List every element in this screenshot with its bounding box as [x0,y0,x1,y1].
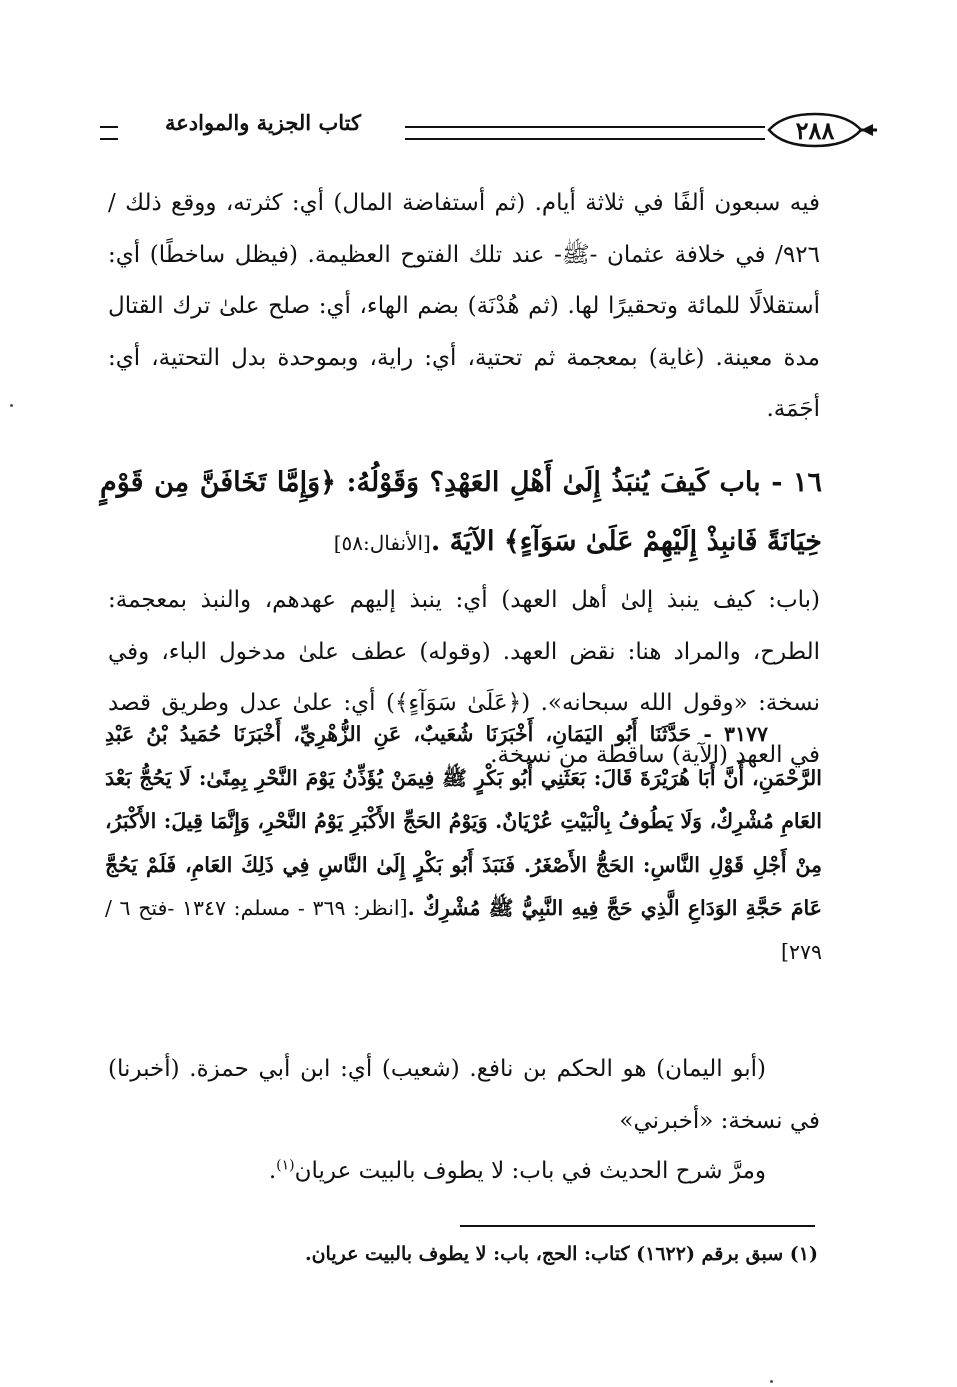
chapter-heading-text: ١٦ - باب كَيفَ يُنبَذُ إِلَىٰ أَهْلِ العَهْدِ؟ وَقَوْلُهُ: ﴿وَإِمَّا تَخَافَنَّ مِن قَوْمٍ خِيَانَةً فَانبِذْ إِلَيْهِمْ عَلَىٰ سَوَآءٍ﴾ الآيَةَ . [100,467,822,557]
commentary-paragraph-1: فيه سبعون ألفًا في ثلاثة أيام. (ثم أستفاضة المال) أي: كثرته، ووقع ذلك /٩٢٦/ في خلافة عثمان -ﷺ- عند تلك الفتوح العظيمة. (فيظل ساخطًا) أي: أستقلالًا للمائة وتحقيرًا لها. (ثم هُدْنَة) بضم الهاء، أي: صلح علىٰ ترك القتال مدة معينة. (غاية) بمعجمة ثم تحتية، أي: راية، وبموحدة بدل التحتية، أي: أجَمَة. [108,190,821,422]
header-rule-middle [405,126,765,140]
quran-reference: [الأنفال:٥٨] [333,531,431,555]
hadith-reference: [انظر: ٣٦٩ - مسلم: ١٣٤٧ -فتح ٦ /٢٧٩] [105,896,822,964]
commentary-paragraph-4-end: . [268,1158,277,1184]
footnote-separator [460,1225,815,1227]
chapter-heading [100,453,822,573]
commentary-paragraph-4 [108,1146,820,1198]
footnote: (١) سبق برقم (١٦٢٢) كتاب: الحج، باب: لا يطوف بالبيت عريان. [304,1243,818,1265]
commentary-paragraph-4-text: ومرَّ شرح الحديث في باب: لا يطوف بالبيت عريان [294,1158,766,1184]
header-rule-left [100,126,118,140]
hadith-text [105,713,822,974]
page-number-ornament [765,112,877,148]
footnote-marker: (١) [276,1157,295,1174]
running-title: كتاب الجزية والموادعة [165,110,361,135]
page-number: ٢٨٨ [795,116,835,145]
commentary-paragraph-2: (باب: كيف ينبذ إلىٰ أهل العهد) أي: ينبذ إليهم عهدهم، والنبذ بمعجمة: الطرح، والمراد هنا: نقض العهد. (وقوله) عطف علىٰ مدخول الباء، وفي نسخة: «وقول الله سبحانه». (﴿عَلَىٰ سَوَآءٍ﴾) أي: علىٰ عدل وطريق قصد في العهد (الآية) ساقطة من نسخة. [108,587,820,768]
commentary-paragraph-3 [108,1044,820,1147]
scan-speck [10,404,13,407]
commentary-paragraph-3-text: (أبو اليمان) هو الحكم بن نافع. (شعيب) أي: ابن أبي حمزة. (أخبرنا) في نسخة: «أخبرني» [108,1056,820,1134]
scan-speck [770,1380,773,1383]
hadith-body: ٣١٧٧ - حَدَّثَنَا أَبُو اليَمَانِ، أَخْبَرَنَا شُعَيبٌ، عَنِ الزُّهْرِيِّ، أَخْبَرَنَا حُمَيدُ بْنُ عَبْدِ الرَّحْمَنِ، أَنَّ أَبَا هُرَيْرَةَ قَالَ: بَعَثَنِي أَبُو بَكْرٍ ﷺ فِيمَنْ يُؤَذِّنُ يَوْمَ النَّحْرِ بِمِنًىٰ: لَا يَحُجُّ بَعْدَ العَامِ مُشْرِكٌ، وَلَا يَطُوفُ بِالْبَيْتِ عُرْيَانٌ. وَيَوْمُ الحَجِّ الأَكْبَرِ يَوْمُ النَّحْرِ، وَإِنَّمَا قِيلَ: الأَكْبَرُ، مِنْ أَجْلِ قَوْلِ النَّاسِ: الحَجُّ الأَصْغَرُ. فَنَبَذَ أَبُو بَكْرٍ إِلَىٰ النَّاسِ فِي ذَلِكَ العَامِ، فَلَمْ يَحُجَّ عَامَ حَجَّةِ الوَدَاعِ الَّذِي حَجَّ فِيهِ النَّبِيُّ ﷺ مُشْرِكٌ . [105,722,822,920]
page-header [100,104,835,156]
